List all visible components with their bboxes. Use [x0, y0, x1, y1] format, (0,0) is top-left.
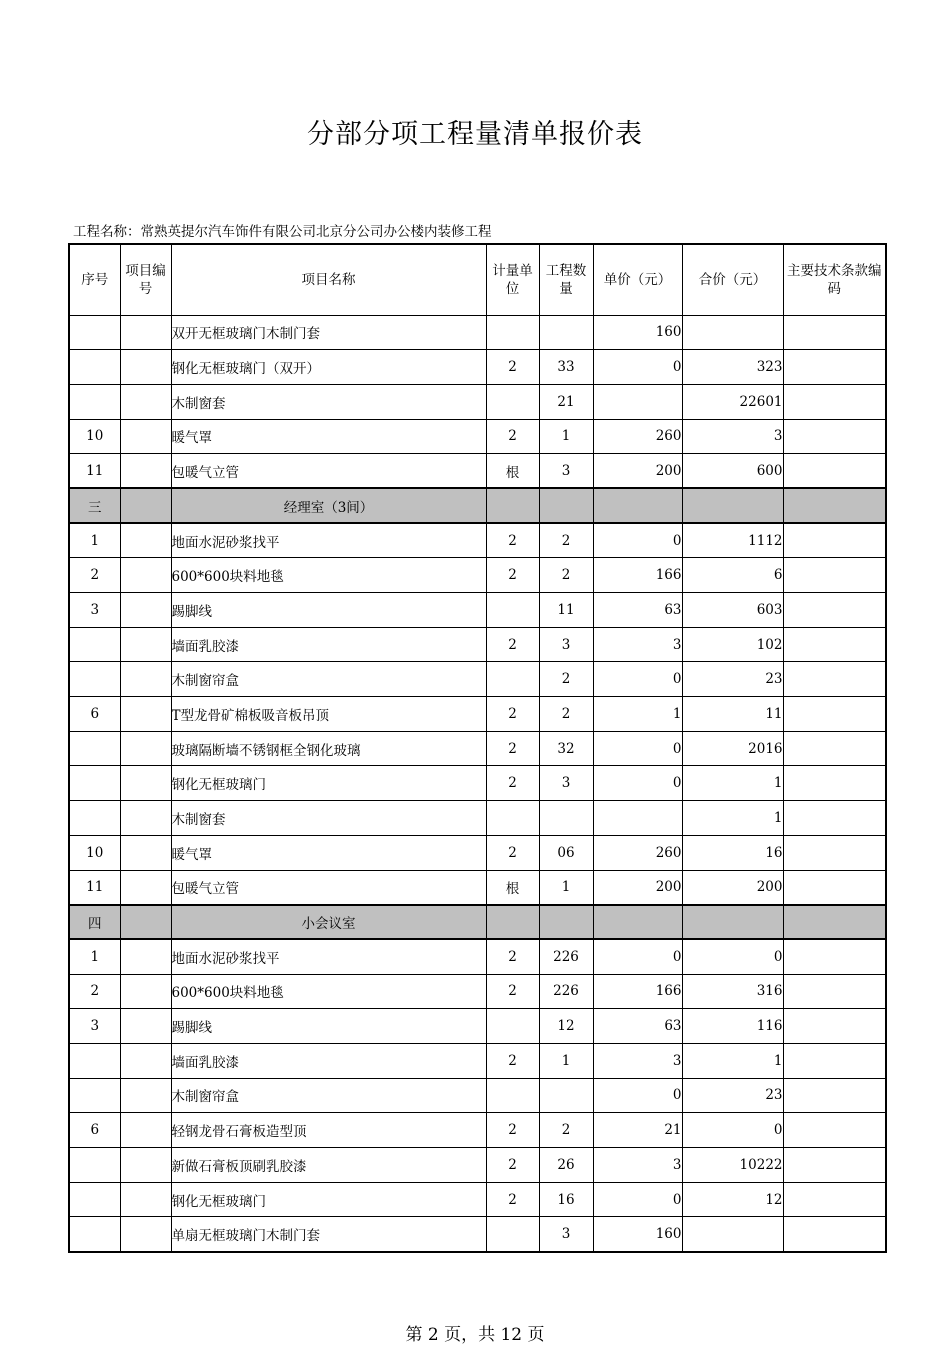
cell-price: 0	[593, 731, 682, 766]
cell-qty: 26	[539, 1148, 593, 1183]
cell-spec	[783, 974, 886, 1009]
cell-price: 3	[593, 1043, 682, 1078]
cell-qty: 226	[539, 974, 593, 1009]
cell-spec	[783, 1043, 886, 1078]
cell-code	[120, 350, 171, 385]
table-row	[69, 801, 886, 836]
cell-total: 102	[682, 627, 783, 662]
cell-price: 0	[593, 350, 682, 385]
cell-total: 116	[682, 1009, 783, 1044]
cell-total: 316	[682, 974, 783, 1009]
cell-seq	[69, 1148, 120, 1183]
cell-spec	[783, 697, 886, 732]
cell-code	[120, 384, 171, 419]
cell-total: 1	[682, 801, 783, 836]
cell-price: 166	[593, 974, 682, 1009]
cell-total: 2016	[682, 731, 783, 766]
cell-total: 1112	[682, 523, 783, 558]
cell-total: 23	[682, 1078, 783, 1113]
cell-qty: 2	[539, 523, 593, 558]
table-row	[69, 766, 886, 801]
cell-qty: 2	[539, 1113, 593, 1148]
section-unit	[486, 488, 539, 523]
section-qty	[539, 488, 593, 523]
cell-spec	[783, 870, 886, 905]
cell-unit: 2	[486, 835, 539, 870]
cell-code	[120, 558, 171, 593]
cell-qty: 1	[539, 870, 593, 905]
table-row	[69, 1043, 886, 1078]
cell-seq: 10	[69, 835, 120, 870]
cell-spec	[783, 384, 886, 419]
cell-name: 600*600块料地毯	[171, 558, 486, 593]
header-unit: 计量单位	[486, 244, 539, 315]
cell-unit: 2	[486, 350, 539, 385]
cell-qty: 32	[539, 731, 593, 766]
cell-unit: 2	[486, 1113, 539, 1148]
cell-name: 新做石膏板顶刷乳胶漆	[171, 1148, 486, 1183]
section-code	[120, 488, 171, 523]
cell-name: T型龙骨矿棉板吸音板吊顶	[171, 697, 486, 732]
cell-seq: 6	[69, 1113, 120, 1148]
section-spec	[783, 905, 886, 940]
cell-total: 6	[682, 558, 783, 593]
table-row	[69, 731, 886, 766]
cell-total: 0	[682, 939, 783, 974]
cell-name: 墙面乳胶漆	[171, 627, 486, 662]
cell-name: 单扇无框玻璃门木制门套	[171, 1217, 486, 1252]
table-row	[69, 1182, 886, 1217]
cell-total: 16	[682, 835, 783, 870]
cell-seq	[69, 731, 120, 766]
cell-name: 木制窗套	[171, 801, 486, 836]
cell-unit: 2	[486, 939, 539, 974]
cell-name: 钢化无框玻璃门（双开）	[171, 350, 486, 385]
cell-price: 0	[593, 523, 682, 558]
cell-qty: 2	[539, 662, 593, 697]
section-unit	[486, 905, 539, 940]
cell-qty: 2	[539, 558, 593, 593]
cell-name: 墙面乳胶漆	[171, 1043, 486, 1078]
header-total: 合价（元）	[682, 244, 783, 315]
table-row	[69, 697, 886, 732]
cell-unit: 2	[486, 731, 539, 766]
cell-unit: 2	[486, 627, 539, 662]
cell-qty: 12	[539, 1009, 593, 1044]
cell-spec	[783, 766, 886, 801]
cell-price: 63	[593, 1009, 682, 1044]
cell-unit: 2	[486, 1043, 539, 1078]
table-row	[69, 1009, 886, 1044]
cell-name: 钢化无框玻璃门	[171, 766, 486, 801]
cell-price	[593, 801, 682, 836]
section-total	[682, 905, 783, 940]
cell-spec	[783, 1217, 886, 1252]
table-row	[69, 1078, 886, 1113]
cell-name: 踢脚线	[171, 1009, 486, 1044]
table-row	[69, 419, 886, 454]
cell-code	[120, 974, 171, 1009]
cell-total: 3	[682, 419, 783, 454]
cell-price: 0	[593, 1182, 682, 1217]
cell-total: 11	[682, 697, 783, 732]
cell-qty: 3	[539, 627, 593, 662]
cell-unit: 2	[486, 419, 539, 454]
cell-total: 1	[682, 1043, 783, 1078]
cell-unit	[486, 384, 539, 419]
cell-total: 23	[682, 662, 783, 697]
cell-price: 0	[593, 766, 682, 801]
cell-spec	[783, 1009, 886, 1044]
cell-unit	[486, 593, 539, 628]
cell-total: 12	[682, 1182, 783, 1217]
table-row	[69, 523, 886, 558]
cell-name: 轻钢龙骨石膏板造型顶	[171, 1113, 486, 1148]
cell-spec	[783, 1182, 886, 1217]
cell-price: 260	[593, 419, 682, 454]
header-name: 项目名称	[171, 244, 486, 315]
table-row	[69, 350, 886, 385]
cell-spec	[783, 731, 886, 766]
cell-qty: 1	[539, 419, 593, 454]
cell-seq: 1	[69, 939, 120, 974]
cell-total: 603	[682, 593, 783, 628]
cell-qty: 3	[539, 454, 593, 489]
cell-name: 木制窗帘盒	[171, 1078, 486, 1113]
cell-price: 0	[593, 1078, 682, 1113]
section-price	[593, 905, 682, 940]
section-name: 小会议室	[171, 905, 486, 940]
cell-price: 160	[593, 315, 682, 350]
header-spec: 主要技术条款编码	[783, 244, 886, 315]
cell-name: 玻璃隔断墙不锈钢框全钢化玻璃	[171, 731, 486, 766]
cell-total: 323	[682, 350, 783, 385]
cell-price: 21	[593, 1113, 682, 1148]
table-row	[69, 384, 886, 419]
cell-seq	[69, 1043, 120, 1078]
section-seq: 四	[69, 905, 120, 940]
cell-qty	[539, 315, 593, 350]
page-footer: 第 2 页，共 12 页	[405, 1325, 545, 1345]
cell-spec	[783, 558, 886, 593]
header-seq: 序号	[69, 244, 120, 315]
header-price: 单价（元）	[593, 244, 682, 315]
page-title: 分部分项工程量清单报价表	[307, 119, 643, 150]
table-row	[69, 627, 886, 662]
cell-seq	[69, 384, 120, 419]
cell-code	[120, 454, 171, 489]
cell-code	[120, 801, 171, 836]
cell-qty: 16	[539, 1182, 593, 1217]
table-body	[69, 315, 886, 1252]
cell-price: 1	[593, 697, 682, 732]
table-row	[69, 1148, 886, 1183]
cell-spec	[783, 419, 886, 454]
cell-qty: 33	[539, 350, 593, 385]
table-row	[69, 974, 886, 1009]
cell-code	[120, 870, 171, 905]
cell-name: 双开无框玻璃门木制门套	[171, 315, 486, 350]
cell-qty: 3	[539, 1217, 593, 1252]
cell-spec	[783, 835, 886, 870]
cell-qty: 2	[539, 697, 593, 732]
cell-unit: 2	[486, 974, 539, 1009]
cell-code	[120, 1113, 171, 1148]
cell-price: 200	[593, 454, 682, 489]
cell-seq	[69, 1217, 120, 1252]
cell-spec	[783, 1113, 886, 1148]
table-row	[69, 1217, 886, 1252]
cell-seq	[69, 662, 120, 697]
table-row	[69, 315, 886, 350]
cell-total	[682, 315, 783, 350]
cell-total: 1	[682, 766, 783, 801]
section-row	[69, 488, 886, 523]
cell-price: 200	[593, 870, 682, 905]
boq-table	[68, 243, 887, 1253]
cell-spec	[783, 939, 886, 974]
cell-spec	[783, 627, 886, 662]
section-name: 经理室（3间）	[171, 488, 486, 523]
cell-code	[120, 1182, 171, 1217]
cell-spec	[783, 523, 886, 558]
cell-seq: 10	[69, 419, 120, 454]
cell-price: 166	[593, 558, 682, 593]
cell-price: 260	[593, 835, 682, 870]
cell-seq: 2	[69, 974, 120, 1009]
cell-code	[120, 315, 171, 350]
cell-name: 包暖气立管	[171, 870, 486, 905]
table-row	[69, 662, 886, 697]
table-row	[69, 870, 886, 905]
cell-qty: 11	[539, 593, 593, 628]
cell-code	[120, 835, 171, 870]
cell-spec	[783, 315, 886, 350]
header-row	[69, 244, 886, 315]
cell-code	[120, 1009, 171, 1044]
cell-code	[120, 662, 171, 697]
cell-total	[682, 1217, 783, 1252]
cell-spec	[783, 350, 886, 385]
cell-total: 0	[682, 1113, 783, 1148]
cell-code	[120, 419, 171, 454]
table-row	[69, 939, 886, 974]
cell-qty: 226	[539, 939, 593, 974]
cell-spec	[783, 454, 886, 489]
section-total	[682, 488, 783, 523]
cell-price: 3	[593, 1148, 682, 1183]
cell-unit: 2	[486, 766, 539, 801]
cell-name: 600*600块料地毯	[171, 974, 486, 1009]
table-row	[69, 558, 886, 593]
cell-unit: 2	[486, 1148, 539, 1183]
section-spec	[783, 488, 886, 523]
cell-seq: 3	[69, 1009, 120, 1044]
cell-unit: 根	[486, 870, 539, 905]
cell-seq: 6	[69, 697, 120, 732]
cell-qty	[539, 801, 593, 836]
cell-seq	[69, 766, 120, 801]
cell-qty	[539, 1078, 593, 1113]
cell-name: 钢化无框玻璃门	[171, 1182, 486, 1217]
cell-unit: 2	[486, 523, 539, 558]
cell-price: 0	[593, 662, 682, 697]
cell-spec	[783, 593, 886, 628]
cell-unit	[486, 315, 539, 350]
cell-seq: 2	[69, 558, 120, 593]
cell-code	[120, 1217, 171, 1252]
cell-unit: 2	[486, 558, 539, 593]
cell-seq: 11	[69, 454, 120, 489]
cell-spec	[783, 801, 886, 836]
cell-seq	[69, 350, 120, 385]
cell-seq: 11	[69, 870, 120, 905]
cell-total: 22601	[682, 384, 783, 419]
project-name: 工程名称：常熟英提尔汽车饰件有限公司北京分公司办公楼内装修工程	[73, 224, 492, 240]
cell-code	[120, 697, 171, 732]
cell-seq	[69, 1078, 120, 1113]
cell-total: 10222	[682, 1148, 783, 1183]
cell-unit	[486, 1217, 539, 1252]
cell-code	[120, 731, 171, 766]
cell-price: 160	[593, 1217, 682, 1252]
section-code	[120, 905, 171, 940]
cell-code	[120, 593, 171, 628]
cell-unit	[486, 662, 539, 697]
cell-unit: 2	[486, 1182, 539, 1217]
cell-price: 63	[593, 593, 682, 628]
cell-unit	[486, 801, 539, 836]
cell-unit: 2	[486, 697, 539, 732]
header-code: 项目编号	[120, 244, 171, 315]
cell-name: 地面水泥砂浆找平	[171, 939, 486, 974]
section-seq: 三	[69, 488, 120, 523]
cell-name: 踢脚线	[171, 593, 486, 628]
cell-qty: 21	[539, 384, 593, 419]
cell-name: 包暖气立管	[171, 454, 486, 489]
cell-seq	[69, 315, 120, 350]
cell-name: 暖气罩	[171, 419, 486, 454]
cell-code	[120, 939, 171, 974]
table-row	[69, 593, 886, 628]
cell-total: 200	[682, 870, 783, 905]
cell-price: 0	[593, 939, 682, 974]
table-row	[69, 835, 886, 870]
cell-seq	[69, 801, 120, 836]
cell-unit	[486, 1009, 539, 1044]
cell-total: 600	[682, 454, 783, 489]
cell-code	[120, 766, 171, 801]
cell-seq	[69, 627, 120, 662]
section-row	[69, 905, 886, 940]
cell-code	[120, 1043, 171, 1078]
cell-code	[120, 523, 171, 558]
cell-spec	[783, 1148, 886, 1183]
table-row	[69, 1113, 886, 1148]
section-price	[593, 488, 682, 523]
cell-name: 地面水泥砂浆找平	[171, 523, 486, 558]
cell-seq: 3	[69, 593, 120, 628]
table-row	[69, 454, 886, 489]
cell-qty: 06	[539, 835, 593, 870]
cell-seq	[69, 1182, 120, 1217]
cell-unit	[486, 1078, 539, 1113]
cell-name: 暖气罩	[171, 835, 486, 870]
cell-unit: 根	[486, 454, 539, 489]
cell-spec	[783, 662, 886, 697]
cell-spec	[783, 1078, 886, 1113]
section-qty	[539, 905, 593, 940]
cell-qty: 3	[539, 766, 593, 801]
cell-code	[120, 1078, 171, 1113]
cell-name: 木制窗帘盒	[171, 662, 486, 697]
cell-seq: 1	[69, 523, 120, 558]
cell-price	[593, 384, 682, 419]
cell-price: 3	[593, 627, 682, 662]
cell-code	[120, 627, 171, 662]
cell-name: 木制窗套	[171, 384, 486, 419]
cell-code	[120, 1148, 171, 1183]
header-qty: 工程数量	[539, 244, 593, 315]
cell-qty: 1	[539, 1043, 593, 1078]
